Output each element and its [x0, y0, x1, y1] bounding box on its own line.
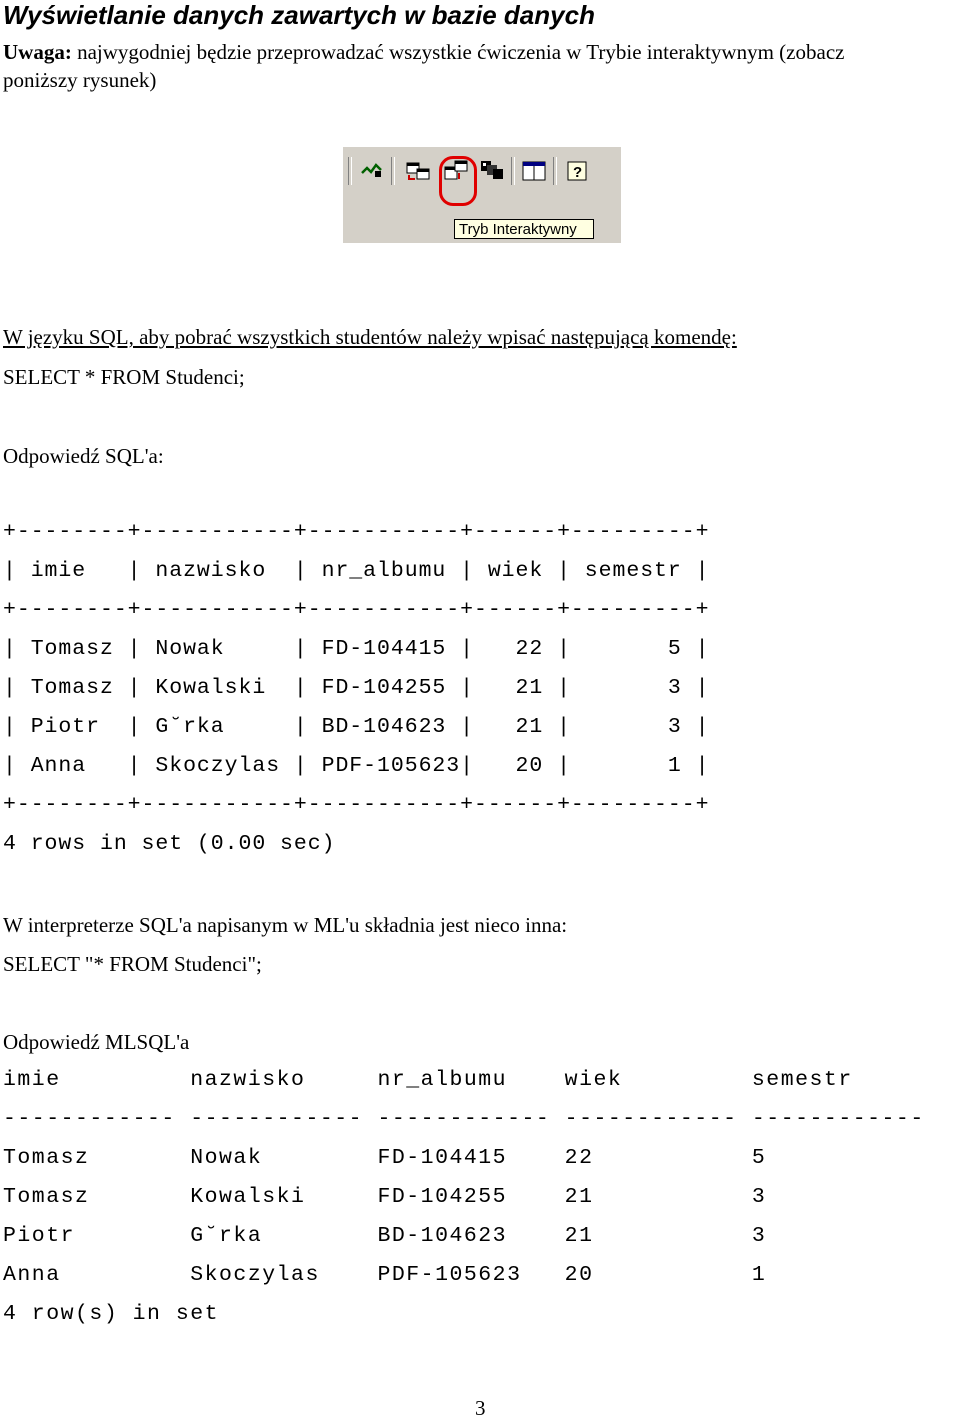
note-label: Uwaga: [3, 40, 72, 64]
highlight-circle [439, 156, 477, 206]
sql-table-header: | imie | nazwisko | nr_albumu | wiek | semestr | [3, 559, 710, 583]
mlsql-answer-label: Odpowiedź MLSQL'a [3, 1030, 190, 1054]
toolbar-figure [343, 146, 621, 243]
mlsql-table-row: Piotr G˘rka BD-104623 21 3 [3, 1224, 767, 1248]
intro-sql: W języku SQL, aby pobrać wszystkich studentów należy wpisać następującą komendę: [3, 325, 737, 349]
toolbar-separator [348, 157, 352, 185]
page-number: 3 [475, 1396, 486, 1420]
table-icon[interactable] [405, 159, 431, 183]
toolbar-separator [391, 157, 395, 185]
svg-text:?: ? [573, 164, 583, 181]
mlsql-table-header: imie nazwisko nr_albumu wiek semestr [3, 1068, 853, 1092]
sql-result-footer: 4 rows in set (0.00 sec) [3, 832, 336, 856]
sql-table-row: | Anna | Skoczylas | PDF-105623| 20 | 1 | [3, 754, 710, 778]
run-icon[interactable] [359, 159, 385, 183]
sql-table-border-top: +--------+-----------+-----------+------+---------+ [3, 520, 710, 544]
toolbar-separator [511, 157, 515, 185]
mlsql-result-footer: 4 row(s) in set [3, 1302, 220, 1326]
sql-table-border-mid: +--------+-----------+-----------+------+---------+ [3, 598, 710, 622]
sql-table-row: | Tomasz | Nowak | FD-104415 | 22 | 5 | [3, 637, 710, 661]
mlsql-table-row: Tomasz Kowalski FD-104255 21 3 [3, 1185, 767, 1209]
sql-command: SELECT * FROM Studenci; [3, 365, 245, 389]
sql-table-row: | Piotr | G˘rka | BD-104623 | 21 | 3 | [3, 715, 710, 739]
toolbar-separator [553, 157, 557, 185]
note-text-1: najwygodniej będzie przeprowadzać wszystkie ćwiczenia w Trybie interaktywnym (zobacz [71, 40, 845, 64]
intro-mlsql: W interpreterze SQL'a napisanym w ML'u składnia jest nieco inna: [3, 913, 568, 937]
mlsql-command: SELECT "* FROM Studenci"; [3, 952, 262, 976]
toolbar-strip [343, 146, 621, 195]
tooltip: Tryb Interaktywny [454, 219, 594, 239]
sql-table-row: | Tomasz | Kowalski | FD-104255 | 21 | 3 | [3, 676, 710, 700]
help-icon[interactable] [565, 159, 591, 183]
columns-icon[interactable] [521, 159, 547, 183]
sql-table-border-bottom: +--------+-----------+-----------+------+---------+ [3, 793, 710, 817]
page-heading: Wyświetlanie danych zawartych w bazie danych [3, 0, 595, 30]
sql-answer-label: Odpowiedź SQL'a: [3, 444, 164, 468]
note-line-1 [3, 40, 844, 65]
multi-table-icon[interactable] [479, 159, 505, 183]
note-line-2: poniższy rysunek) [3, 68, 157, 92]
mlsql-table-row: Tomasz Nowak FD-104415 22 5 [3, 1146, 767, 1170]
mlsql-table-row: Anna Skoczylas PDF-105623 20 1 [3, 1263, 767, 1287]
mlsql-table-underline: ------------ ------------ ------------ ------------ ------------ [3, 1107, 925, 1131]
